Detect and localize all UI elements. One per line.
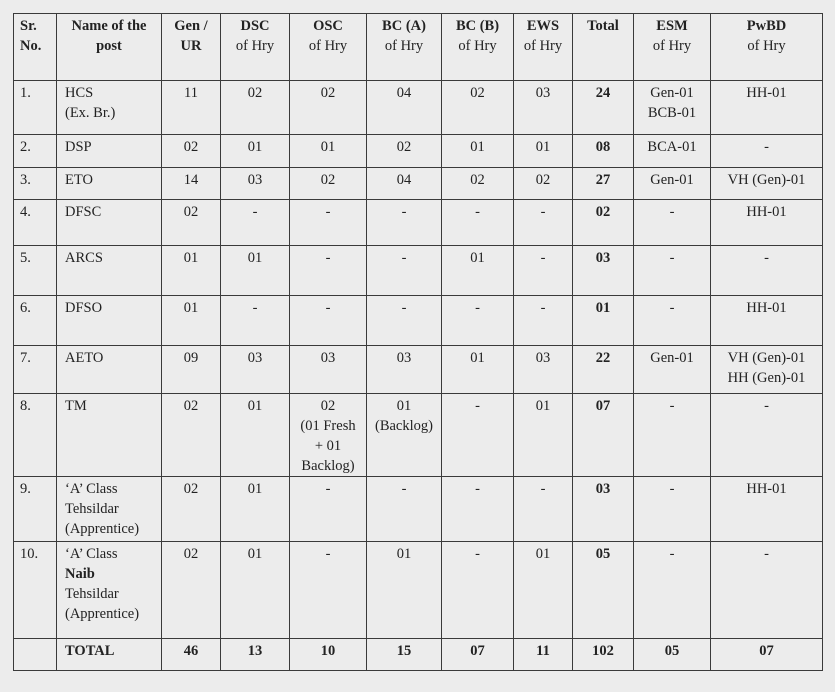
cell-gen: 02 <box>162 542 221 639</box>
cell-pwbd <box>711 542 823 639</box>
cell-bca <box>367 542 442 639</box>
cell-gen: 11 <box>162 81 221 135</box>
cell-line: - <box>764 139 769 155</box>
post-name-line: ‘A’ Class <box>65 481 118 497</box>
total-cell-osc: 10 <box>290 639 367 671</box>
cell-total: 01 <box>573 296 634 346</box>
cell-osc <box>290 168 367 200</box>
cell-ews: - <box>514 296 573 346</box>
cell-line: VH (Gen)-01 <box>727 350 806 366</box>
cell-esm <box>634 200 711 246</box>
cell-line: (Backlog) <box>375 418 433 434</box>
cell-bca <box>367 135 442 168</box>
cell-post-name <box>57 477 162 542</box>
header-sublabel: of Hry <box>523 38 563 54</box>
header-sublabel: of Hry <box>384 38 424 54</box>
cell-bcb: 02 <box>442 168 514 200</box>
cell-pwbd <box>711 168 823 200</box>
header-label: OSC <box>313 18 343 34</box>
cell-esm <box>634 168 711 200</box>
cell-dsc: 01 <box>221 394 290 477</box>
cell-dsc: 01 <box>221 246 290 296</box>
cell-total: 07 <box>573 394 634 477</box>
total-cell-dsc: 13 <box>221 639 290 671</box>
table-row <box>14 394 823 477</box>
cell-line: - <box>401 250 407 266</box>
header-total <box>573 14 634 81</box>
cell-post-name <box>57 135 162 168</box>
cell-bca <box>367 477 442 542</box>
header-osc <box>290 14 367 81</box>
header-sublabel: of Hry <box>652 38 692 54</box>
cell-line: 02 <box>320 85 336 101</box>
cell-line: - <box>325 300 331 316</box>
table-row <box>14 168 823 200</box>
table-row <box>14 477 823 542</box>
post-name-line: (Apprentice) <box>65 521 140 537</box>
cell-line: 02 <box>320 172 336 188</box>
header-sublabel: of Hry <box>747 38 786 54</box>
cell-sr-no: 6. <box>14 296 57 346</box>
cell-bca <box>367 246 442 296</box>
cell-post-name <box>57 200 162 246</box>
post-name-line: Tehsildar <box>65 501 119 517</box>
header-label: ESM <box>656 18 688 34</box>
cell-line: - <box>325 204 331 220</box>
cell-gen: 01 <box>162 246 221 296</box>
cell-ews: - <box>514 200 573 246</box>
cell-line: - <box>325 481 331 497</box>
total-cell-bcb: 07 <box>442 639 514 671</box>
header-sublabel: of Hry <box>308 38 348 54</box>
cell-bcb: - <box>442 394 514 477</box>
total-cell-pwbd: 07 <box>711 639 823 671</box>
table-row <box>14 135 823 168</box>
cell-pwbd <box>711 296 823 346</box>
cell-gen: 02 <box>162 394 221 477</box>
post-name-line: (Ex. Br.) <box>65 105 116 121</box>
header-dsc <box>221 14 290 81</box>
cell-osc <box>290 246 367 296</box>
cell-total: 03 <box>573 246 634 296</box>
cell-post-name <box>57 346 162 394</box>
cell-sr-no: 8. <box>14 394 57 477</box>
cell-bca <box>367 168 442 200</box>
cell-line: 02 <box>320 398 336 414</box>
cell-ews: 02 <box>514 168 573 200</box>
cell-ews: - <box>514 477 573 542</box>
cell-bcb: 01 <box>442 346 514 394</box>
cell-dsc: 03 <box>221 168 290 200</box>
cell-gen: 02 <box>162 477 221 542</box>
cell-sr-no: 4. <box>14 200 57 246</box>
cell-line: 04 <box>396 85 412 101</box>
cell-line: (01 Fresh <box>300 418 356 434</box>
cell-line: BCA-01 <box>647 139 697 155</box>
header-label: Gen / UR <box>174 18 208 54</box>
header-gen-ur <box>162 14 221 81</box>
cell-sr-no: 7. <box>14 346 57 394</box>
total-cell-sr <box>14 639 57 671</box>
cell-sr-no: 1. <box>14 81 57 135</box>
cell-ews: 01 <box>514 542 573 639</box>
cell-osc <box>290 296 367 346</box>
cell-dsc: 01 <box>221 135 290 168</box>
table-body <box>14 81 823 671</box>
header-bc-b <box>442 14 514 81</box>
cell-esm <box>634 477 711 542</box>
cell-line: 02 <box>396 139 412 155</box>
cell-ews: 03 <box>514 346 573 394</box>
cell-esm <box>634 346 711 394</box>
cell-line: 01 <box>396 546 412 562</box>
cell-line: HH-01 <box>746 204 787 220</box>
cell-post-name <box>57 394 162 477</box>
total-cell-bca: 15 <box>367 639 442 671</box>
cell-gen: 02 <box>162 200 221 246</box>
cell-bcb: 01 <box>442 246 514 296</box>
header-bc-a <box>367 14 442 81</box>
post-name-line: DFSC <box>65 204 102 220</box>
cell-line: 01 <box>320 139 336 155</box>
cell-line: - <box>764 398 769 414</box>
cell-line: HH-01 <box>746 481 787 497</box>
cell-total: 05 <box>573 542 634 639</box>
header-row <box>14 14 823 81</box>
cell-sr-no: 10. <box>14 542 57 639</box>
cell-gen: 09 <box>162 346 221 394</box>
cell-esm <box>634 246 711 296</box>
table-row <box>14 200 823 246</box>
cell-line: - <box>325 546 331 562</box>
cell-bca <box>367 394 442 477</box>
total-cell-total: 102 <box>573 639 634 671</box>
cell-line: Gen-01 <box>650 350 694 366</box>
cell-line: 04 <box>396 172 412 188</box>
cell-bcb: - <box>442 296 514 346</box>
cell-post-name <box>57 168 162 200</box>
cell-osc <box>290 542 367 639</box>
total-row <box>14 639 823 671</box>
cell-esm <box>634 542 711 639</box>
cell-osc <box>290 394 367 477</box>
cell-line: - <box>669 204 675 220</box>
header-sublabel: of Hry <box>235 38 275 54</box>
cell-line: + 01 <box>314 438 342 454</box>
cell-bca <box>367 346 442 394</box>
cell-line: - <box>325 250 331 266</box>
cell-sr-no: 2. <box>14 135 57 168</box>
post-name-line: AETO <box>65 350 104 366</box>
cell-total: 03 <box>573 477 634 542</box>
cell-pwbd <box>711 81 823 135</box>
cell-bca <box>367 81 442 135</box>
cell-line: Gen-01 <box>650 172 694 188</box>
cell-ews: 03 <box>514 81 573 135</box>
cell-osc <box>290 135 367 168</box>
post-name-line: HCS <box>65 85 94 101</box>
cell-osc <box>290 477 367 542</box>
cell-line: 01 <box>396 398 412 414</box>
cell-line: BCB-01 <box>647 105 697 121</box>
cell-osc <box>290 346 367 394</box>
cell-esm <box>634 296 711 346</box>
cell-line: HH-01 <box>746 85 787 101</box>
cell-pwbd <box>711 200 823 246</box>
header-label: Name of the post <box>71 18 147 54</box>
cell-ews: - <box>514 246 573 296</box>
cell-bca <box>367 296 442 346</box>
cell-total: 02 <box>573 200 634 246</box>
header-label: DSC <box>240 18 270 34</box>
post-name-line: DFSO <box>65 300 103 316</box>
header-label: PwBD <box>746 18 787 34</box>
header-ews <box>514 14 573 81</box>
cell-gen: 02 <box>162 135 221 168</box>
vacancy-table <box>13 13 823 671</box>
cell-line: - <box>764 250 769 266</box>
post-name-line: Naib <box>65 566 95 582</box>
post-name-line: Tehsildar <box>65 586 119 602</box>
cell-line: HH (Gen)-01 <box>727 370 806 386</box>
cell-line: - <box>401 300 407 316</box>
cell-line: Gen-01 <box>650 85 694 101</box>
header-label: Sr. No. <box>20 18 42 54</box>
cell-line: VH (Gen)-01 <box>727 172 806 188</box>
cell-bcb: - <box>442 477 514 542</box>
table-row <box>14 246 823 296</box>
cell-line: HH-01 <box>746 300 787 316</box>
cell-sr-no: 3. <box>14 168 57 200</box>
cell-line: - <box>669 546 675 562</box>
cell-dsc: - <box>221 200 290 246</box>
header-post-name <box>57 14 162 81</box>
cell-sr-no: 5. <box>14 246 57 296</box>
cell-pwbd <box>711 346 823 394</box>
cell-line: Backlog) <box>301 458 355 474</box>
cell-pwbd <box>711 477 823 542</box>
cell-bcb: - <box>442 200 514 246</box>
header-label: BC (B) <box>455 18 500 34</box>
total-cell-esm: 05 <box>634 639 711 671</box>
cell-line: 03 <box>320 350 336 366</box>
cell-ews: 01 <box>514 394 573 477</box>
cell-osc <box>290 200 367 246</box>
cell-pwbd <box>711 246 823 296</box>
post-name-line: (Apprentice) <box>65 606 140 622</box>
cell-post-name <box>57 296 162 346</box>
cell-total: 27 <box>573 168 634 200</box>
cell-bca <box>367 200 442 246</box>
cell-bcb: - <box>442 542 514 639</box>
cell-bcb: 02 <box>442 81 514 135</box>
cell-osc <box>290 81 367 135</box>
cell-line: - <box>669 398 675 414</box>
header-sublabel: of Hry <box>458 38 497 54</box>
total-cell-ews: 11 <box>514 639 573 671</box>
header-pwbd <box>711 14 823 81</box>
cell-line: - <box>401 204 407 220</box>
cell-gen: 14 <box>162 168 221 200</box>
cell-dsc: 01 <box>221 542 290 639</box>
table-row <box>14 346 823 394</box>
total-cell-gen: 46 <box>162 639 221 671</box>
header-label: Total <box>587 18 619 34</box>
cell-dsc: 03 <box>221 346 290 394</box>
post-name-line: TM <box>65 398 87 414</box>
cell-dsc: 02 <box>221 81 290 135</box>
cell-line: - <box>669 300 675 316</box>
cell-esm <box>634 394 711 477</box>
cell-sr-no: 9. <box>14 477 57 542</box>
total-cell-name: TOTAL <box>57 639 162 671</box>
table-row <box>14 542 823 639</box>
cell-dsc: 01 <box>221 477 290 542</box>
header-esm <box>634 14 711 81</box>
post-name-line: DSP <box>65 139 92 155</box>
cell-ews: 01 <box>514 135 573 168</box>
cell-line: - <box>401 481 407 497</box>
header-sr-no <box>14 14 57 81</box>
post-name-line: ETO <box>65 172 93 188</box>
table-row <box>14 296 823 346</box>
cell-total: 22 <box>573 346 634 394</box>
cell-gen: 01 <box>162 296 221 346</box>
cell-pwbd <box>711 135 823 168</box>
post-name-line: ‘A’ Class <box>65 546 118 562</box>
cell-post-name <box>57 81 162 135</box>
header-label: BC (A) <box>382 18 426 34</box>
cell-total: 08 <box>573 135 634 168</box>
cell-line: - <box>764 546 769 562</box>
cell-total: 24 <box>573 81 634 135</box>
header-label: EWS <box>526 18 560 34</box>
post-name-line: ARCS <box>65 250 103 266</box>
cell-bcb: 01 <box>442 135 514 168</box>
cell-pwbd <box>711 394 823 477</box>
cell-esm <box>634 135 711 168</box>
cell-esm <box>634 81 711 135</box>
cell-line: 03 <box>396 350 412 366</box>
cell-dsc: - <box>221 296 290 346</box>
table-row <box>14 81 823 135</box>
cell-post-name <box>57 542 162 639</box>
cell-post-name <box>57 246 162 296</box>
cell-line: - <box>669 481 675 497</box>
cell-line: - <box>669 250 675 266</box>
